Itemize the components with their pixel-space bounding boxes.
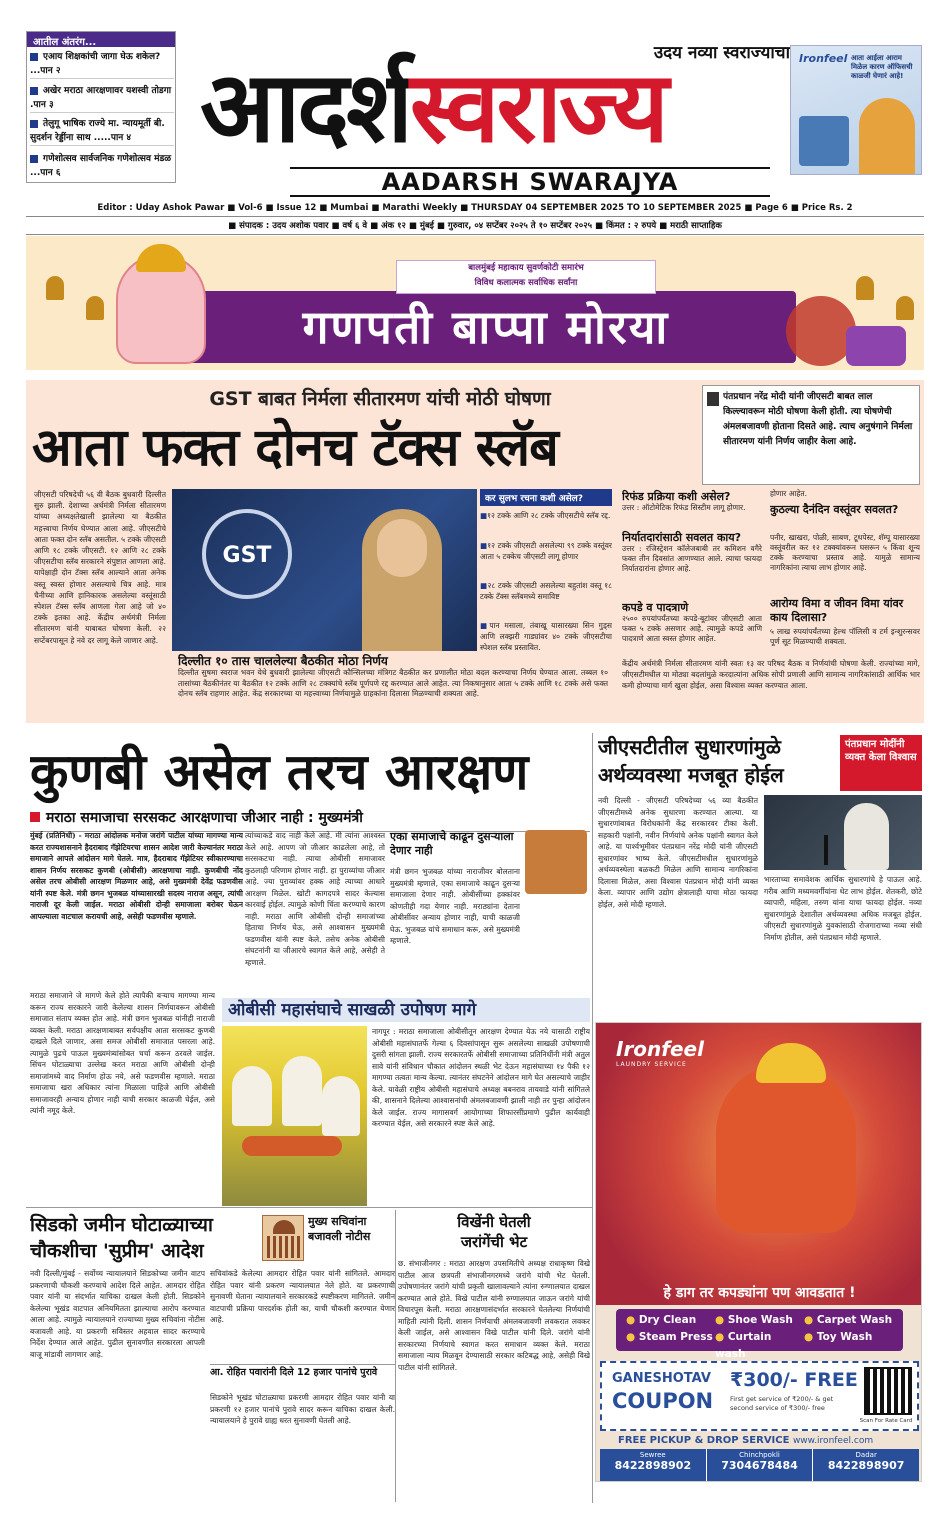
gst-q1: कर सुलभ रचना कशी असेल? [480, 489, 612, 506]
coupon-label: GANESHOTAV [612, 1371, 711, 1386]
protester-figure [282, 1056, 322, 1126]
cidco-inset-body: सिडकोने भूखंड घोटाळ्याचा प्रकरणी आमदार रोहित पवार यांनी या प्रकरणी १२ हजार पानांचे पुरावे सादर करून याचिका दाखल केली. न्यायालयाने हे पुरावे ग्राह्य धरत सुनावणी घेतली आहे. [210, 1393, 395, 1425]
kunbi-col2: त्यांच्याकडे वाद नाही केले आहे. मी त्यांना आश्वस्त केले आहे. आपण जो जीआर काढलेला आहे, तो सरसकटचा नाही. त्याचा ओबीसी समाजावर कुठलाही परिणाम होणार नाही. हा पुराव्यांचा जीआर आहे. ज्या पुराव्यांवर हक्क आहे त्याच्या आधारे आरक्षण मिळेल. खोटी कागदपत्रे सादर केल्यास कारवाई होईल. त्यामुळे कोणी चिंता करण्याचे कारण नाही. मराठा आणि ओबीसी दोन्ही समाजांच्या हिताचा निर्णय घेऊ, असे आश्वासन मुख्यमंत्री फडणवीस यांनी स्पष्ट केले. तसेच अनेक ओबीसी संघटनांनी या जीआरचे स्वागत केले आहे, असेही ते म्हणाले. [245, 831, 385, 967]
court-dome [273, 1220, 295, 1234]
qr-note: Scan For Rate Card [859, 1418, 913, 1424]
gst-photo-caption: दिल्लीत १० तास चाललेल्या बैठकीत मोठा निर्णय [178, 654, 388, 668]
service-item: ● Curtain wash [715, 1331, 772, 1360]
gst-reform-body1: नवी दिल्ली - जीएसटी परिषदेच्या ५६ व्या बैठकीत जीएसटीमध्ये अनेक सुधारणा करण्यात आल्या. या सुधारणांबाबत विरोधकांनी केंद्र सरकारवर टीका केली. सहकारी पक्षांनी, नवीन निर्णयांचे अनेक पक्षांनी स्वागत केले आहे. या पार्श्वभूमीवर पंतप्रधान नरेंद्र मोदी यांनी जीएसटी सुधारणांवर भाष्य केले. जीएसटीमधील सुधारणांमुळे अर्थव्यवस्थेला बळकटी मिळेल आणि सामान्य नागरिकांना दिलासा मिळेल, असा विश्वास पंतप्रधान मोदी यांनी व्यक्त केला. व्यापार आणि उद्योग क्षेत्रालाही याचा मोठा फायदा होईल, असे मोदी म्हणाले. [598, 796, 758, 909]
header-ad-text: आता आईला आराम मिळेल कारण ऑफिसची काळजी घेणारं आहे! [851, 54, 913, 80]
column-rule [592, 733, 593, 1503]
gst-q2-body: उत्तर : ऑटोमेटिक रिफंड सिस्टीम लागू होणार. [622, 503, 746, 512]
protester-figure [322, 1076, 360, 1136]
gst-caption-body: दिल्लीत सुषमा स्वराज भवन येथे बुधवारी झालेल्या जीएसटी कौन्सिलच्या मंत्रिगट बैठकीत कर प्रणालीत मोठा बदल करण्याचा निर्णय घेण्यात आला. तब्बल १० तासांच्या बैठकीनंतर या बैठकीत १२ टक्के आणि २८ टक्क्यांचे स्लॅब पूर्णपणे रद्द करण्यात आले आहेत. त्या निकषानुसार आता ५ टक्के आणि १८ टक्के असे फक्त दोनच स्लॅब राहणार आहेत. केंद्र सरकारच्या या महत्त्वाच्या निर्णयामुळे ग्राहकांना दिलासा मिळण्याची शक्यता आहे. [178, 668, 608, 698]
ganpati-banner [26, 236, 924, 370]
column-rule [26, 1207, 592, 1208]
ad-locations [600, 1449, 919, 1481]
gst-q1-point: ■पान मसाला, तंबाखू यासारख्या सिन गुड्स आणि लक्झरी गाड्यांवर ४० टक्के जीएसटीचा स्पेशल स्लॅब प्रस्तावित. [480, 621, 612, 652]
ganesha-crown [136, 244, 186, 272]
gst-reform-sidebar: पंतप्रधान मोदींनी व्यक्त केला विश्वास [840, 735, 922, 791]
column-rule [395, 1210, 396, 1502]
service-item: ● Shoe Wash [715, 1314, 793, 1326]
gst-q2: रिफंड प्रक्रिया कशी असेल? [622, 490, 731, 503]
kunbi-inset-title: एका समाजाचे काढून दुसऱ्याला देणार नाही [390, 830, 514, 857]
ad-website[interactable]: www.ironfeel.com [792, 1436, 874, 1446]
ad-pickup-bar: FREE PICKUP & DROP SERVICE www.ironfeel.com [618, 1435, 874, 1446]
kunbi-inset [390, 830, 590, 990]
gst-q3: निर्यातदारांसाठी सवलत काय? [622, 531, 742, 544]
cidco-side-title: मुख्य सचिवांना बजावली नोटीस [308, 1215, 371, 1243]
microphone-icon [824, 835, 828, 865]
gst-side-bottom: केंद्रीय अर्थमंत्री निर्मला सीतारमण यांनी स्वतः १३ वर परिषद बैठक व निर्णयांची घोषणा केली. राज्यांच्या मागे, जीएसटीमधील या मोठ्या बदलांमुळे करदात्यांना अधिक सोपी प्रणाली आणि सामान्य नागरिकांसाठी आर्थिक भार कमी होण्याचा मार्ग खुला होईल, असा विश्वास व्यक्त करण्यात आला. [622, 659, 920, 690]
cidco-inset-title: आ. रोहित पवारांनी दिले 12 हजार पानांचे पुरावे [210, 1364, 395, 1379]
coupon-offer-note: First get service of ₹200/- & get second service of ₹300/- free [730, 1395, 834, 1412]
vikhe-body: छ. संभाजीनगर : मराठा आरक्षण उपसमितीचे अध्यक्ष राधाकृष्ण विखे पाटील आज छत्रपती संभाजीनगरमध्ये जरांगे यांची भेट घेतली. उपोषणानंतर जरांगे यांची प्रकृती खालावल्याने त्यांना रुग्णालयात दाखल करण्यात आले होते. विखे पाटील यांनी रुग्णालयात जाऊन जरांगे यांची विचारपूस केली. मराठा आरक्षणासंदर्भात सरकारने घेतलेल्या निर्णयांची माहिती त्यांनी दिली. शासन निर्णयाची अंमलबजावणी लवकरात लवकर केली जाईल, असे आश्वासन विखे पाटील यांनी दिले. जरांगे यांनी सरकारच्या निर्णयाचे स्वागत करत समाधान व्यक्त केले. मराठा समाजाला न्याय मिळवून देण्यासाठी सरकार कटिबद्ध आहे, असेही विखे पाटील यांनी सांगितले. [398, 1259, 590, 1372]
gst-headline: आता फक्त दोनच टॅक्स स्लॅब [32, 418, 558, 478]
supreme-court-photo [262, 1215, 304, 1261]
title-part2: स्वराज्य [409, 51, 666, 165]
gst-kicker: GST बाबत निर्मला सीतारमण यांची मोठी घोषणा [209, 388, 551, 410]
gst-q4-body: २५०० रुपयांपर्यंतच्या कपडे-बूटांवर जीएसटी आता फक्त ५ टक्के असणार आहे. त्यामुळे कपडे आणि पादत्राणे आता स्वस्त होणार आहेत. [622, 614, 762, 643]
gst-q1-point: ■१२ टक्के आणि २८ टक्के जीएसटीचे स्लॅब रद्द. [480, 511, 611, 520]
bell-icon [856, 276, 874, 300]
protester-figure [232, 1066, 272, 1126]
gst-q6-body: ५ लाख रुपयांपर्यंतच्या हेल्थ पॉलिसी व टर्म इन्शुरन्सवर पूर्ण सूट मिळण्याची शक्यता. [770, 627, 920, 646]
bell-icon [46, 276, 64, 300]
banner-subtitle: बालमुंबई महाकाय सुवर्णकोटी समारंभ विविध कलात्मक सर्वाधिक सर्वांना [396, 260, 656, 294]
sitharaman-photo [172, 489, 477, 651]
gst-q5: कुठल्या दैनंदिन वस्तूंवर सवलत? [770, 503, 899, 516]
bell-icon [896, 296, 914, 320]
ganesha-idol [716, 1063, 856, 1233]
inside-item[interactable]: अखेर मराठा आरक्षणावर यशस्वी तोडगा .पान ३ [30, 84, 174, 113]
gst-q6: आरोग्य विमा व जीवन विमा यांवर काय दिलासा? [770, 597, 904, 624]
drum-icon [846, 326, 906, 366]
gst-col1: जीएसटी परिषदेची ५६ वी बैठक बुधवारी दिल्लीत सुरु झाली. देशाच्या अर्थमंत्री निर्मला सीतारमण यांच्या अध्यक्षतेखाली झालेल्या या बैठकीत महत्त्वाचा निर्णय घेण्यात आला आहे. जीएसटीचे आता फक्त दोन स्लॅब असतील. ५ टक्के जीएसटी आणि १८ टक्के जीएसटी. १२ आणि २८ टक्के जीएसटीचा स्लॅब सरकारने संपुष्टात आणला आहे. यापेक्षाही दोन टॅक्स स्लॅब आल्याने आता अनेक वस्तू स्वस्त होणार असल्याचे चित्र आहे. मात्र चैनीच्या आणि हानिकारक असलेल्या वस्तूंसाठी स्पेशल टॅक्स स्लॅब आणला गेला आहे जो ४० टक्के इतका आहे. केंद्रीय अर्थमंत्री निर्मला सीतारमण यांनी याबाबत घोषणा केली. २२ सप्टेंबरपासून हे नवे दर लागू केले जाणार आहे. [34, 490, 166, 645]
title-part1: आदर्श [200, 51, 410, 165]
gst-symbol: GST [202, 509, 292, 599]
quote-icon [707, 392, 719, 406]
service-item: ● Dry Clean [626, 1314, 697, 1326]
gst-q1-point: ■१२ टक्के जीएसटी असलेल्या ९९ टक्के वस्तूंवर आता ५ टक्केच जीएसटी लागू होणार [480, 541, 612, 561]
minister-face [377, 519, 427, 577]
ad-brand-sub: LAUNDRY SERVICE [616, 1061, 687, 1068]
gst-q5-body: पनीर, खाखरा, पोळी, साबण, टूथपेस्ट, शॅम्पू यासारख्या वस्तूंवरील कर १२ टक्क्यांवरून घसरून ५ किंवा शून्य टक्के करण्याचा प्रस्ताव आहे. यामुळे सामान्य नागरिकांना त्याचा लाभ होणार आहे. [770, 533, 920, 572]
location-item[interactable]: Sewree 8422898902 [600, 1449, 707, 1481]
obc-protest-photo [222, 1026, 367, 1206]
bell-icon [86, 296, 104, 320]
tagline: उदय नव्या स्वराज्याचा [653, 43, 790, 63]
service-item: ● Toy Wash [804, 1331, 873, 1343]
coupon-word: COUPON [612, 1389, 714, 1413]
ad-tagline: हे डाग तर कपड्यांना पण आवडतात ! [663, 1285, 856, 1301]
garland [242, 1136, 342, 1156]
kunbi-lower: मराठा समाजाने जे मागणे केले होते त्यापैकी बऱ्याच मागण्या मान्य करून राज्य सरकारने जारी केलेल्या शासन निर्णयावरून ओबीसी समाजात संताप व्यक्त होत आहे. मंत्री छगन भुजबळ यांनीही नाराजी व्यक्त केली. मराठा आरक्षणाबाबत सर्वपक्षीय आता सरसकट कुणबी दाखले दिले जाणार, असा समज ओबीसी समाजात पसरला आहे. त्यामुळे पुढचे पाऊल मुख्यमंत्र्यांसोबत चर्चा करून ठरवले जाईल. सिंचन घोटाळ्याचा उल्लेख करत मराठा आणि ओबीसी दोन्ही समाजांमध्ये वाद निर्माण होऊ नये, असे फडणवीस म्हणाले. मराठा समाजाचा खरा अधिकार त्यांना मिळाला पाहिजे आणि ओबीसी समाजावरही अन्याय होणार नाही याची सरकार काळजी घेईल, असे त्यांनी नमूद केले. [30, 991, 215, 1115]
gst-q1-point: ■२८ टक्के जीएसटी असलेल्या बहुतांश वस्तू १८ टक्के टॅक्स स्लॅबमध्ये समाविष्ट [480, 581, 612, 601]
coupon-offer: ₹300/- FREE [730, 1369, 858, 1391]
modi-photo [764, 795, 922, 870]
cidco-body2: सचिवांकडे केलेल्या आमदार रोहित पवार यांनी सांगितले. आमदार रोहित पवार यांनी प्रकरण न्यायालयात नेले होते. या प्रकरणाची सुनावणी घेताना न्यायालयाने सरकारकडे स्पष्टीकरण मागितले. जमीन वाटपाची प्रक्रिया पारदर्शक होती का, याची चौकशी करण्यात येणार आहे. [210, 1269, 395, 1324]
cidco-body1: नवी दिल्ली/मुंबई - सर्वोच्च न्यायालयाने सिडकोच्या जमीन वाटप प्रकरणाची चौकशी करण्याचे आदेश दिले आहेत. आमदार रोहित पवार यांनी या संदर्भात याचिका दाखल केली होती. सिडकोने केलेल्या भूखंड वाटपात अनियमितता झाल्याचा आरोप करण्यात आला आहे. त्यामुळे न्यायालयाने राज्याच्या मुख्य सचिवांना नोटीस बजावली आहे. या प्रकरणी सविस्तर अहवाल सादर करण्याचे निर्देश देण्यात आले आहेत. पुढील सुनावणीत सरकारला आपली बाजू मांडावी लागणार आहे. [30, 1269, 205, 1359]
kunbi-subhead: मराठा समाजाचा सरसकट आरक्षणाचा जीआर नाही : मुख्यमंत्री [30, 808, 590, 832]
ironfeel-ad[interactable] [595, 1022, 922, 1482]
service-item: ● Steam Press [626, 1331, 713, 1343]
kunbi-inset-body: मंत्री छगन भुजबळ यांच्या नाराजीवर बोलताना मुख्यमंत्री म्हणाले, एका समाजाचे काढून दुसऱ्या समाजाला देणार नाही. ओबीसींच्या हक्कांवर कोणतीही गदा येणार नाही. मराठ्यांना देताना ओबीसींवर अन्याय होणार नाही, याची काळजी घेऊ. भुजबळ यांचे समाधान करू, असे मुख्यमंत्री म्हणाले. [390, 867, 520, 945]
modi-portrait [844, 803, 889, 870]
gst-q1-box [480, 489, 612, 664]
ad-brand: Ironfeel [616, 1037, 704, 1061]
qr-code-icon[interactable] [864, 1367, 912, 1415]
gst-reform-headline: जीएसटीतील सुधारणांमुळे अर्थव्यवस्था मजबूत होईल [598, 735, 784, 787]
service-item: ● Carpet Wash [804, 1314, 893, 1326]
banner-title: गणपती बाप्पा मोरया [302, 300, 670, 354]
inside-item[interactable]: एआय शिक्षकांची जागा घेऊ शकेल? ...पान २ [30, 50, 174, 79]
vikhe-headline: विखेंनी घेतली जरांगेंची भेट [457, 1213, 531, 1251]
kunbi-headline: कुणबी असेल तरच आरक्षण [30, 743, 529, 801]
english-title: AADARSH SWARAJYA [290, 167, 770, 197]
gst-intro-box [702, 385, 920, 485]
ad-services [616, 1309, 903, 1360]
header-ad-brand: Ironfeel [799, 52, 848, 65]
gst-q3-body: उत्तर : रजिस्ट्रेशन कॉलेजबाबी तर कमिशन वगैरे फक्त तीन दिवसांत आणण्यात आले. त्याचा फायदा निर्यातदारांना होणार आहे. [622, 544, 762, 573]
masthead-title [200, 48, 790, 168]
court-columns [267, 1236, 301, 1258]
obc-body: नागपूर : मराठा समाजाला ओबीसीतून आरक्षण देण्यात येऊ नये यासाठी राष्ट्रीय ओबीसी महासंघातर्फे गेल्या ६ दिवसांपासून सुरू असलेल्या साखळी उपोषणाची दुसरी सांगता झाली. राज्य सरकारतर्फे ओबीसी समाजाच्या प्रतिनिधींनी मंत्री अतुल सावे यांनी संविधान चौकात आंदोलन स्थळी भेट देऊन महासंघाच्या १४ पैकी १२ मागण्या तत्वतः मान्य केल्या. त्यानंतर संघटनेने आंदोलन मागे घेत असल्याचे जाहीर केले. यावेळी राष्ट्रीय ओबीसी महासंघाचे अध्यक्ष बबनराव तायवाडे यांनी सांगितले की, शासनाने दिलेल्या आश्वासनांची अंमलबजावणी झाली नाही तर पुन्हा आंदोलन केले जाईल. राज्य मागासवर्ग आयोगाच्या शिफारसींप्रमाणे पुढील कार्यवाही करण्यात येईल, असे सरकारने स्पष्ट केले आहे. [372, 1027, 590, 1128]
gst-reform-body2: भारताच्या समावेशक आर्थिक सुधारणांचे हे पाऊल आहे. गरीब आणि मध्यमवर्गीयांना थेट लाभ होईल. शेतकरी, छोटे व्यापारी, महिला, तरुण यांना याचा फायदा होईल. नव्या सुधारणांमुळे देशातील अर्थव्यवस्था अधिक मजबूत होईल. जीएसटी सुधारणांमुळे युवकांसाठी रोजगाराच्या नव्या संधी निर्माण होतील, असे पंतप्रधान मोदी म्हणाले. [764, 875, 922, 942]
obc-headline: ओबीसी महासंघाचे साखळी उपोषण मागे [222, 998, 590, 1022]
kunbi-lead: मुंबई (प्रतिनिधी) - मराठा आंदोलक मनोज जरांगे पाटील यांच्या मागण्या मान्य करत राज्यशासनाने हैदराबाद गॅझेटियरचा शासन आदेश जारी केल्यानंतर मराठा समाजाने आपले आंदोलन मागे घेतले. मात्र, हैदराबाद गॅझेटियर स्वीकारण्याचा शासन निर्णय सरसकट कुणबी (ओबीसी) आरक्षणाचा नाही. कुणबीची नोंद असेल तरच ओबीसी आरक्षण मिळणार आहे, असे मुख्यमंत्री देवेंद्र फडणवीस यांनी स्पष्ट केले. मंत्री छगन भुजबळ यांच्यासारखी सदस्य नाराज असून, त्यांची नाराजी दूर केली जाईल. मराठा ओबीसी दोन्ही समाजाला बरोबर घेऊन आपल्याला वाटचाल करायची आहे, असेही फडणवीस म्हणाले. [30, 831, 243, 921]
header-ad-product [799, 116, 849, 166]
gst-q5-pre: होणार आहेत. [770, 489, 808, 498]
gst-intro: पंतप्रधान नरेंद्र मोदी यांनी जीएसटी बाबत लाल किल्ल्यावरून मोठी घोषणा केली होती. त्या घोषणेची अंमलबजावणी होताना दिसते आहे. त्याच अनुषंगाने निर्मला सीतारमण यांनी निर्णय जाहीर केला आहे. [723, 392, 913, 447]
ad-logo [616, 1037, 704, 1068]
header-ad[interactable] [790, 45, 922, 175]
inside-item[interactable]: गणेशोत्सव सार्वजनिक गणेशोत्सव मंडळ ...पान ६ [30, 154, 172, 178]
info-bar-marathi: ■ संपादक : उदय अशोक पवार ■ वर्ष ६ वे ■ अंक १२ ■ मुंबई ■ गुरुवार, ०४ सप्टेंबर २०२५ ते १० सप्टेंबर २०२५ ■ किंमत : २ रुपये ■ मराठी साप्ताहिक [26, 220, 924, 235]
location-item[interactable]: Chinchpokli 7304678484 [707, 1449, 814, 1481]
gst-q4: कपडे व पादत्राणे [622, 601, 689, 614]
location-item[interactable]: Dadar 8422898907 [827, 1451, 905, 1472]
inside-label: आतील अंतरंग... [27, 32, 175, 47]
fadnavis-photo [525, 830, 587, 894]
cidco-headline: सिडको जमीन घोटाळ्याच्या चौकशीचा 'सुप्रीम' आदेश [30, 1214, 213, 1262]
inside-item[interactable]: तेलुगू भाषिक राज्ये मा. न्यायमूर्ती बी. सुदर्शन रेड्डींना साथ .....पान ४ [30, 117, 174, 146]
header-ad-person [859, 98, 915, 174]
ad-coupon[interactable] [600, 1361, 919, 1431]
info-bar-english: Editor : Uday Ashok Pawar ■ Vol-6 ■ Issue 12 ■ Mumbai ■ Marathi Weekly ■ THURSDAY 04 SEPTEMBER 2025 TO 10 SEPTEMBER 2025 ■ Page 6 ■ Price Rs. 2 [26, 203, 924, 217]
